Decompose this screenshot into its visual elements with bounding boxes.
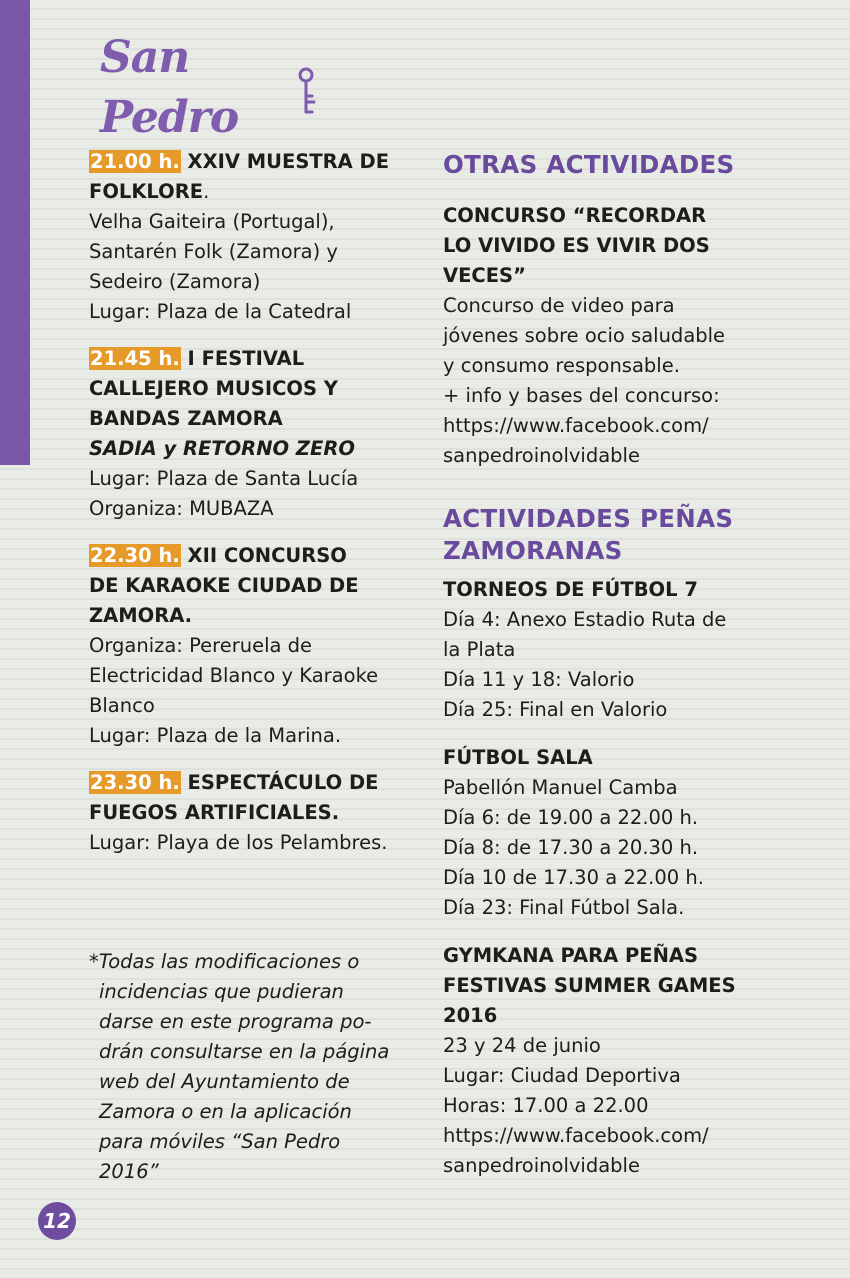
san-pedro-logo [100,28,340,143]
event-concurso-karaoke [89,541,419,751]
note-line: drán consultarse en la página [99,1040,390,1063]
event-title: XII CONCURSO [180,544,347,567]
activity-title: LO VIVIDO ES VIVIR DOS [443,234,710,257]
event-location: Lugar: Plaza de la Marina. [89,724,342,747]
activity-detail: Lugar: Ciudad Deportiva [443,1064,681,1087]
event-time: 23.30 h. [90,771,180,794]
right-column [443,147,753,1198]
facebook-link[interactable]: https://www.facebook.com/ [443,414,709,437]
side-accent-bar [0,0,30,465]
activity-title: CONCURSO “RECORDAR [443,204,707,227]
activity-detail: 23 y 24 de junio [443,1034,601,1057]
activity-detail: Día 6: de 19.00 a 22.00 h. [443,806,699,829]
facebook-link[interactable]: sanpedroinolvidable [443,1154,640,1177]
activity-detail: y consumo responsable. [443,354,680,377]
activity-detail: Día 10 de 17.30 a 22.00 h. [443,866,704,889]
event-title: ZAMORA. [89,604,193,627]
event-title: FOLKLORE [89,180,204,203]
event-location: Lugar: Plaza de la Catedral [89,300,352,323]
section-title-otras-actividades: OTRAS ACTIVIDADES [443,150,735,179]
event-detail: Santarén Folk (Zamora) y [89,240,338,263]
activity-title: GYMKANA PARA PEÑAS [443,944,699,967]
logo-text: San Pedro [100,32,239,143]
activity-torneos-futbol-7 [443,575,753,725]
activity-detail: Concurso de video para [443,294,675,317]
activity-detail: Día 25: Final en Valorio [443,698,668,721]
activity-detail: Horas: 17.00 a 22.00 [443,1094,649,1117]
event-time: 21.45 h. [90,347,180,370]
activity-title: FÚTBOL SALA [443,746,593,769]
event-title: CALLEJERO MUSICOS Y [89,377,338,400]
event-organizer: Electricidad Blanco y Karaoke [89,664,379,687]
event-location: Lugar: Plaza de Santa Lucía [89,467,359,490]
event-title: BANDAS ZAMORA [89,407,283,430]
event-location: Lugar: Playa de los Pelambres. [89,831,388,854]
activity-title: FESTIVAS SUMMER GAMES [443,974,736,997]
event-title: XXIV MUESTRA DE [180,150,390,173]
note-line: para móviles “San Pedro [99,1130,341,1153]
activity-detail: la Plata [443,638,516,661]
activity-detail: Pabellón Manuel Camba [443,776,678,799]
activity-detail: + info y bases del concurso: [443,384,720,407]
event-festival-callejero [89,344,419,524]
activity-detail: Día 4: Anexo Estadio Ruta de [443,608,727,631]
activity-title: TORNEOS DE FÚTBOL 7 [443,578,698,601]
note-line: darse en este programa po- [99,1010,372,1033]
activity-title: VECES” [443,264,526,287]
section-title-actividades-penas: ACTIVIDADES PEÑAS ZAMORANAS [443,504,734,565]
activity-detail: Día 23: Final Fútbol Sala. [443,896,685,919]
left-column [89,147,419,875]
activity-concurso-video [443,201,753,471]
event-fuegos-artificiales [89,768,419,858]
activity-futbol-sala [443,743,753,923]
key-icon [290,66,322,118]
event-title: FUEGOS ARTIFICIALES. [89,801,340,824]
event-detail: Sedeiro (Zamora) [89,270,261,293]
activity-detail: Día 11 y 18: Valorio [443,668,635,691]
event-muestra-folklore: 21.00 h. XXIV MUESTRA DE FOLKLORE. Velha Gaiteira (Portugal), Santarén Folk (Zamora) y Sedeiro (Zamora) Lugar: Plaza de la Catedral [89,147,419,327]
event-performers: SADIA y RETORNO ZERO [89,437,355,460]
note-line: incidencias que pudieran [99,980,344,1003]
activity-title: 2016 [443,1004,498,1027]
facebook-link[interactable]: sanpedroinolvidable [443,444,640,467]
note-line: Zamora o en la aplicación [99,1100,352,1123]
event-time: 22.30 h. [90,544,180,567]
page-number: 12 [38,1202,76,1240]
event-time: 21.00 h. [90,150,180,173]
event-title: ESPECTÁCULO DE [180,771,379,794]
event-organizer: Blanco [89,694,155,717]
event-title: DE KARAOKE CIUDAD DE [89,574,359,597]
activity-detail: jóvenes sobre ocio saludable [443,324,726,347]
activity-detail: Día 8: de 17.30 a 20.30 h. [443,836,699,859]
event-organizer: Organiza: Pereruela de [89,634,313,657]
activity-gymkana [443,941,753,1181]
facebook-link[interactable]: https://www.facebook.com/ [443,1124,709,1147]
event-detail: Velha Gaiteira (Portugal), [89,210,335,233]
note-line: *Todas las modificaciones o [89,950,360,973]
event-organizer: Organiza: MUBAZA [89,497,274,520]
event-title: I FESTIVAL [180,347,305,370]
disclaimer-note [89,947,409,1187]
note-line: 2016” [99,1160,159,1183]
note-line: web del Ayuntamiento de [99,1070,350,1093]
